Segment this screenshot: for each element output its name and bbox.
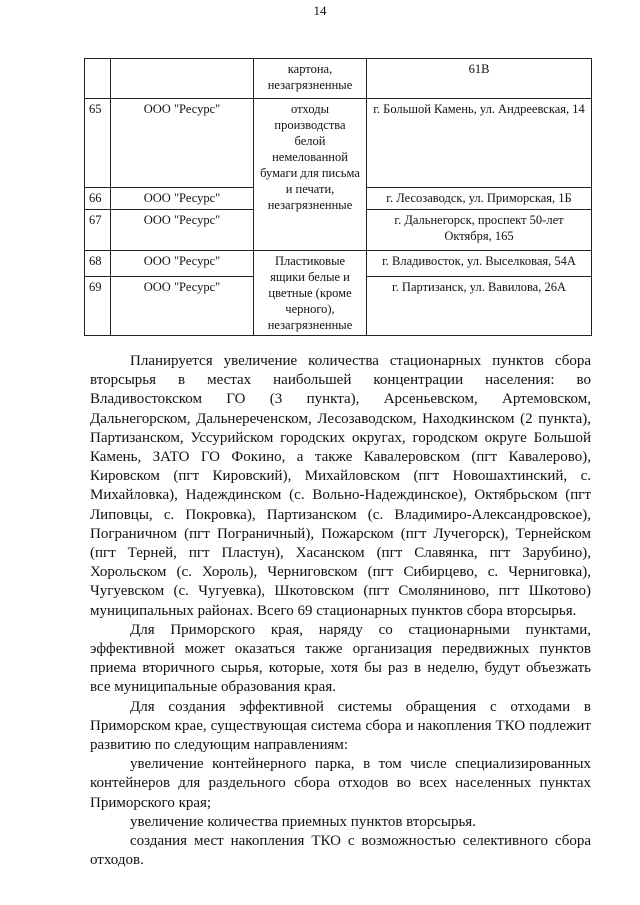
organization-cell: ООО "Ресурс"	[111, 210, 254, 251]
address-cell: 61В	[367, 59, 592, 99]
organization-cell: ООО "Ресурс"	[111, 99, 254, 188]
table-row	[85, 99, 592, 188]
row-number: 66	[85, 188, 111, 210]
address-cell: г. Большой Камень, ул. Андреевская, 14	[367, 99, 592, 188]
paragraph-planned-points: Планируется увеличение количества стационарных пунктов сбора вторсырья в местах наибольшей концентрации населения: во Владивостокском ГО (3 пункта), Арсеньевском, Артемовском, Дальнегорском, Дальнереченском, Лесозаводском, Находкинском (2 пункта), Партизанском, Уссурийском городских округах, городском округе Большой Камень, ЗАТО ГО Фокино, а также Кавалеровском (пгт Кавалерово), Кировском (пгт Кировский), Михайловском (пгт Новошахтинский, с. Михайловка), Надеждинском (с. Вольно-Надеждинское), Октябрьском (пгт Липовцы, с. Покровка), Партизанском (с. Владимиро-Александровское), Пограничном (пгт Пограничный), Пожарском (пгт Лучегорск), Тернейском (пгт Терней, пгт Пластун), Хасанском (пгт Славянка, пгт Зарубино), Хорольском (с. Хороль), Черниговском (пгт Сибирцево, с. Черниговка), Чугуевском (с. Чугуевка), Шкотовском (пгт Смоляниново, пгт Шкотово) муниципальных районах. Всего 69 стационарных пунктов сбора вторсырья.	[90, 353, 591, 619]
waste-type-cell: отходы производства белой немелованной бумаги для письма и печати, незагрязненные	[254, 99, 367, 251]
list-item: увеличение контейнерного парка, в том числе специализированных контейнеров для раздельного сбора отходов во всех населенных пунктах Приморского края;	[90, 756, 591, 811]
row-number: 67	[85, 210, 111, 251]
organization-cell: ООО "Ресурс"	[111, 188, 254, 210]
waste-type-cell: Пластиковые ящики белые и цветные (кроме черного), незагрязненные	[254, 251, 367, 336]
table-row	[85, 251, 592, 277]
address-cell: г. Партизанск, ул. Вавилова, 26А	[367, 276, 592, 336]
row-number	[85, 59, 111, 99]
address-cell: г. Дальнегорск, проспект 50-лет Октября, 165	[367, 210, 592, 251]
body-text	[90, 352, 591, 870]
page-number: 14	[313, 3, 327, 18]
organization-cell: ООО "Ресурс"	[111, 251, 254, 277]
row-number: 68	[85, 251, 111, 277]
row-number: 69	[85, 276, 111, 336]
list-item: создания мест накопления ТКО с возможностью селективного сбора отходов.	[90, 833, 591, 869]
waste-type-cell: картона, незагрязненные	[254, 59, 367, 99]
organization-cell: ООО "Ресурс"	[111, 276, 254, 336]
collection-points-table	[84, 58, 592, 336]
list-item: увеличение количества приемных пунктов вторсырья.	[130, 813, 476, 830]
table-row	[85, 59, 592, 99]
address-cell: г. Владивосток, ул. Выселковая, 54А	[367, 251, 592, 277]
organization-cell	[111, 59, 254, 99]
row-number: 65	[85, 99, 111, 188]
paragraph-development-directions: Для создания эффективной системы обращения с отходами в Приморском крае, существующая система сбора и накопления ТКО подлежит развитию по следующим направлениям:	[90, 698, 591, 754]
paragraph-mobile-points: Для Приморского края, наряду со стационарными пунктами, эффективной может оказаться также организация передвижных пунктов приема вторичного сырья, которые, хотя бы раз в неделю, будут объезжать все муниципальные образования края.	[90, 621, 591, 696]
address-cell: г. Лесозаводск, ул. Приморская, 1Б	[367, 188, 592, 210]
